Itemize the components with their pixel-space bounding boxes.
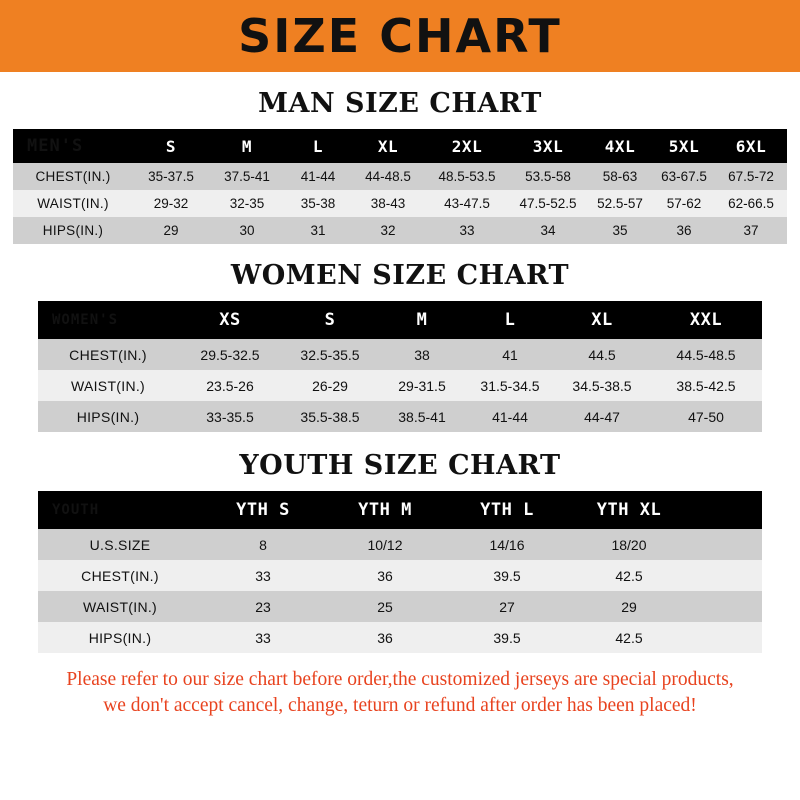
women-header-cell-6: XXL	[689, 310, 723, 330]
women-header-cell-5: XL	[591, 310, 613, 330]
page-header-banner	[0, 0, 800, 72]
man-row-label-1: WAIST(IN.)	[13, 190, 133, 217]
youth-cell-3-spacer	[690, 622, 762, 653]
table-row	[38, 560, 762, 591]
man-cell-1-6: 52.5-57	[587, 190, 653, 217]
women-cell-2-0: 33-35.5	[178, 401, 282, 432]
man-cell-1-2: 35-38	[285, 190, 351, 217]
man-cell-0-4: 48.5-53.5	[425, 163, 509, 190]
women-cell-0-3: 41	[466, 339, 554, 370]
youth-size-table	[38, 491, 762, 653]
table-row	[13, 217, 787, 244]
women-section-title: WOMEN SIZE CHART	[230, 260, 570, 291]
youth-cell-1-3: 42.5	[568, 560, 690, 591]
women-size-table	[38, 301, 762, 432]
women-header-cell-1: XS	[219, 310, 241, 330]
youth-cell-1-0: 33	[202, 560, 324, 591]
man-cell-2-7: 36	[653, 217, 715, 244]
youth-cell-2-1: 25	[324, 591, 446, 622]
man-cell-1-4: 43-47.5	[425, 190, 509, 217]
youth-cell-3-0: 33	[202, 622, 324, 653]
women-row-label-2: HIPS(IN.)	[38, 401, 178, 432]
man-cell-0-2: 41-44	[285, 163, 351, 190]
man-cell-2-5: 34	[509, 217, 587, 244]
table-row	[38, 529, 762, 560]
table-row	[13, 163, 787, 190]
women-header-cell-0: WOMEN'S	[52, 312, 119, 328]
women-cell-2-2: 38.5-41	[378, 401, 466, 432]
women-cell-0-2: 38	[378, 339, 466, 370]
women-row-label-1: WAIST(IN.)	[38, 370, 178, 401]
man-header-cell-9: 6XL	[735, 136, 767, 156]
youth-header-cell-2: YTH M	[358, 500, 412, 520]
man-header-cell-7: 4XL	[604, 136, 636, 156]
man-header-cell-4: XL	[377, 136, 399, 156]
women-table-header-row	[38, 301, 762, 339]
youth-header-cell-1: YTH S	[236, 500, 290, 520]
table-row	[38, 591, 762, 622]
women-cell-2-1: 35.5-38.5	[282, 401, 378, 432]
youth-cell-1-2: 39.5	[446, 560, 568, 591]
man-cell-0-3: 44-48.5	[351, 163, 425, 190]
man-cell-2-4: 33	[425, 217, 509, 244]
man-cell-2-6: 35	[587, 217, 653, 244]
youth-row-label-1: CHEST(IN.)	[38, 560, 202, 591]
man-cell-2-8: 37	[715, 217, 787, 244]
youth-cell-2-3: 29	[568, 591, 690, 622]
man-header-cell-2: M	[241, 136, 253, 156]
man-cell-0-0: 35-37.5	[133, 163, 209, 190]
man-cell-2-3: 32	[351, 217, 425, 244]
women-cell-0-4: 44.5	[554, 339, 650, 370]
women-cell-2-3: 41-44	[466, 401, 554, 432]
table-row	[38, 622, 762, 653]
man-header-cell-8: 5XL	[668, 136, 700, 156]
man-cell-1-1: 32-35	[209, 190, 285, 217]
table-row	[38, 370, 762, 401]
women-cell-0-0: 29.5-32.5	[178, 339, 282, 370]
table-row	[13, 190, 787, 217]
man-cell-0-1: 37.5-41	[209, 163, 285, 190]
footer-disclaimer	[25, 667, 775, 720]
man-section-title: MAN SIZE CHART	[258, 88, 542, 119]
youth-cell-2-spacer	[690, 591, 762, 622]
youth-cell-3-3: 42.5	[568, 622, 690, 653]
man-table-header-row	[13, 129, 787, 163]
man-cell-2-2: 31	[285, 217, 351, 244]
man-header-cell-1: S	[165, 136, 177, 156]
youth-row-label-3: HIPS(IN.)	[38, 622, 202, 653]
youth-cell-0-0: 8	[202, 529, 324, 560]
man-cell-0-8: 67.5-72	[715, 163, 787, 190]
women-cell-1-0: 23.5-26	[178, 370, 282, 401]
youth-row-label-2: WAIST(IN.)	[38, 591, 202, 622]
man-header-cell-0: MEN'S	[27, 136, 84, 156]
man-cell-1-3: 38-43	[351, 190, 425, 217]
women-cell-1-2: 29-31.5	[378, 370, 466, 401]
women-cell-1-4: 34.5-38.5	[554, 370, 650, 401]
women-header-cell-3: M	[416, 310, 428, 330]
women-cell-1-1: 26-29	[282, 370, 378, 401]
man-cell-2-0: 29	[133, 217, 209, 244]
man-header-cell-5: 2XL	[451, 136, 483, 156]
youth-table-header-row	[38, 491, 762, 529]
youth-cell-2-2: 27	[446, 591, 568, 622]
man-size-table	[13, 129, 787, 244]
women-cell-1-3: 31.5-34.5	[466, 370, 554, 401]
man-cell-1-5: 47.5-52.5	[509, 190, 587, 217]
youth-cell-3-1: 36	[324, 622, 446, 653]
youth-header-cell-0: YOUTH	[52, 502, 100, 518]
youth-cell-0-1: 10/12	[324, 529, 446, 560]
youth-section-title: YOUTH SIZE CHART	[239, 450, 561, 481]
man-cell-0-6: 58-63	[587, 163, 653, 190]
man-row-label-2: HIPS(IN.)	[13, 217, 133, 244]
women-header-cell-4: L	[504, 310, 516, 330]
women-cell-1-5: 38.5-42.5	[650, 370, 762, 401]
women-cell-0-1: 32.5-35.5	[282, 339, 378, 370]
page-title: SIZE CHART	[238, 9, 562, 63]
footer-line-2: we don't accept cancel, change, teturn or refund after order has been placed!	[103, 695, 697, 717]
youth-cell-0-3: 18/20	[568, 529, 690, 560]
table-row	[38, 401, 762, 432]
man-row-label-0: CHEST(IN.)	[13, 163, 133, 190]
youth-cell-2-0: 23	[202, 591, 324, 622]
youth-cell-3-2: 39.5	[446, 622, 568, 653]
women-cell-0-5: 44.5-48.5	[650, 339, 762, 370]
youth-header-cell-spacer	[690, 491, 762, 529]
table-row	[38, 339, 762, 370]
man-cell-1-0: 29-32	[133, 190, 209, 217]
youth-cell-1-1: 36	[324, 560, 446, 591]
footer-line-1: Please refer to our size chart before order,the customized jerseys are special products,	[66, 669, 734, 690]
women-cell-2-5: 47-50	[650, 401, 762, 432]
youth-header-cell-3: YTH L	[480, 500, 534, 520]
man-cell-1-8: 62-66.5	[715, 190, 787, 217]
women-header-cell-2: S	[324, 310, 336, 330]
man-cell-1-7: 57-62	[653, 190, 715, 217]
youth-header-cell-4: YTH XL	[596, 500, 662, 520]
man-cell-0-7: 63-67.5	[653, 163, 715, 190]
women-row-label-0: CHEST(IN.)	[38, 339, 178, 370]
youth-cell-1-spacer	[690, 560, 762, 591]
man-header-cell-3: L	[312, 136, 324, 156]
man-cell-2-1: 30	[209, 217, 285, 244]
youth-row-label-0: U.S.SIZE	[38, 529, 202, 560]
youth-cell-0-spacer	[690, 529, 762, 560]
youth-cell-0-2: 14/16	[446, 529, 568, 560]
man-header-cell-6: 3XL	[532, 136, 564, 156]
man-cell-0-5: 53.5-58	[509, 163, 587, 190]
women-cell-2-4: 44-47	[554, 401, 650, 432]
